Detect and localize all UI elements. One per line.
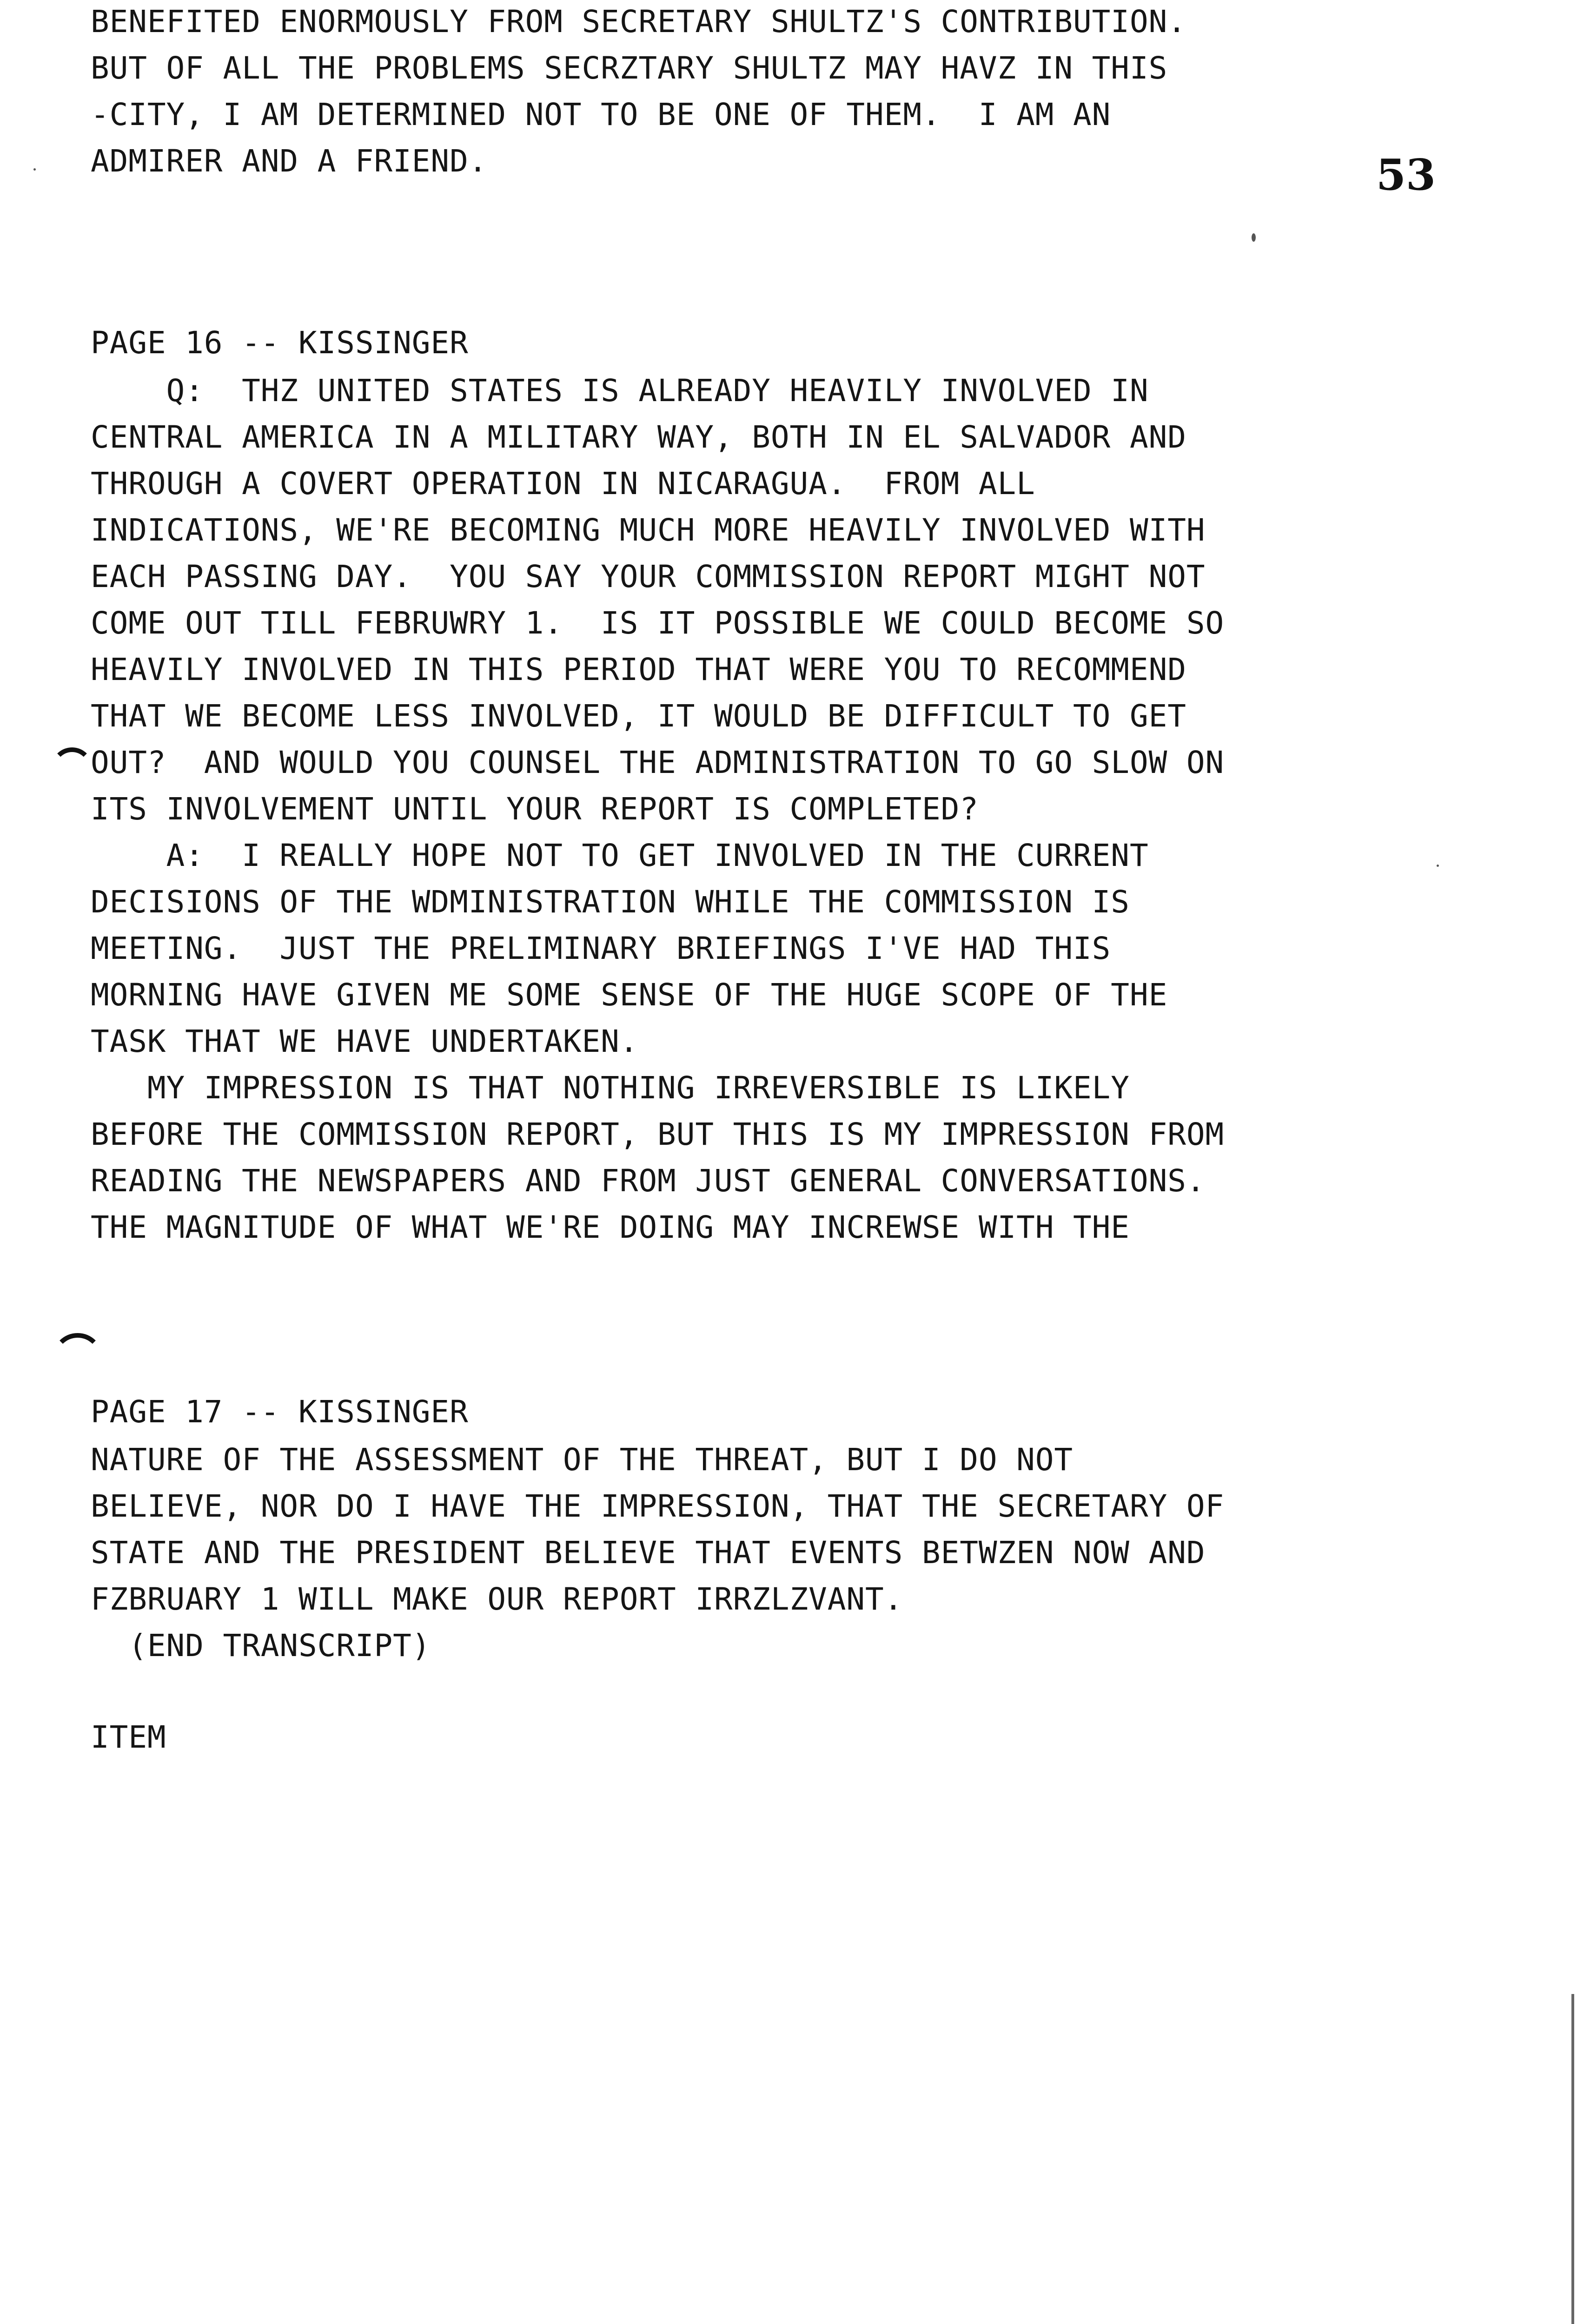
- text-line: TASK THAT WE HAVE UNDERTAKEN.: [91, 1023, 639, 1059]
- scan-speck: [33, 168, 36, 171]
- text-line: OUT? AND WOULD YOU COUNSEL THE ADMINISTRATION TO GO SLOW ON: [91, 745, 1225, 780]
- text-line: NATURE OF THE ASSESSMENT OF THE THREAT, BUT I DO NOT: [91, 1442, 1073, 1478]
- text-line: BEFORE THE COMMISSION REPORT, BUT THIS IS MY IMPRESSION FROM: [91, 1116, 1225, 1152]
- text-line: INDICATIONS, WE'RE BECOMING MUCH MORE HEAVILY INVOLVED WITH: [91, 512, 1206, 548]
- text-line: BELIEVE, NOR DO I HAVE THE IMPRESSION, THAT THE SECRETARY OF: [91, 1488, 1225, 1524]
- text-line: THE MAGNITUDE OF WHAT WE'RE DOING MAY INCREWSE WITH THE: [91, 1209, 1130, 1245]
- text-line: COME OUT TILL FEBRUWRY 1. IS IT POSSIBLE WE COULD BECOME SO: [91, 605, 1225, 641]
- text-line: ADMIRER AND A FRIEND.: [91, 143, 488, 179]
- text-line: MY IMPRESSION IS THAT NOTHING IRREVERSIBLE IS LIKELY: [91, 1070, 1130, 1106]
- text-line: CENTRAL AMERICA IN A MILITARY WAY, BOTH IN EL SALVADOR AND: [91, 419, 1186, 455]
- text-line: FZBRUARY 1 WILL MAKE OUR REPORT IRRZLZVANT.: [91, 1581, 903, 1617]
- text-line: READING THE NEWSPAPERS AND FROM JUST GENERAL CONVERSATIONS.: [91, 1163, 1206, 1199]
- page-number: 53: [1376, 150, 1436, 200]
- text-line: (END TRANSCRIPT): [91, 1628, 431, 1664]
- section-header: PAGE 17 -- KISSINGER: [91, 1394, 469, 1430]
- item-label: ITEM: [91, 1719, 166, 1755]
- hole-punch-mark: [52, 1333, 103, 1366]
- text-line: HEAVILY INVOLVED IN THIS PERIOD THAT WERE YOU TO RECOMMEND: [91, 652, 1186, 687]
- scan-speck: [1252, 233, 1256, 242]
- page-right-edge: [1571, 1994, 1574, 2324]
- text-line: ITS INVOLVEMENT UNTIL YOUR REPORT IS COMPLETED?: [91, 791, 979, 827]
- text-line: A: I REALLY HOPE NOT TO GET INVOLVED IN THE CURRENT: [91, 838, 1149, 873]
- section-header: PAGE 16 -- KISSINGER: [91, 325, 469, 361]
- text-line: EACH PASSING DAY. YOU SAY YOUR COMMISSION REPORT MIGHT NOT: [91, 559, 1206, 594]
- text-line: MEETING. JUST THE PRELIMINARY BRIEFINGS I'VE HAD THIS: [91, 931, 1111, 966]
- text-line: THROUGH A COVERT OPERATION IN NICARAGUA. FROM ALL: [91, 466, 1035, 502]
- text-line: MORNING HAVE GIVEN ME SOME SENSE OF THE HUGE SCOPE OF THE: [91, 977, 1168, 1013]
- text-line: -CITY, I AM DETERMINED NOT TO BE ONE OF THEM. I AM AN: [91, 97, 1111, 132]
- hole-punch-mark: [51, 747, 93, 775]
- text-line: BENEFITED ENORMOUSLY FROM SECRETARY SHULTZ'S CONTRIBUTION.: [91, 4, 1186, 40]
- text-line: Q: THZ UNITED STATES IS ALREADY HEAVILY INVOLVED IN: [91, 373, 1149, 409]
- text-line: DECISIONS OF THE WDMINISTRATION WHILE THE COMMISSION IS: [91, 884, 1130, 920]
- text-line: STATE AND THE PRESIDENT BELIEVE THAT EVENTS BETWZEN NOW AND: [91, 1535, 1206, 1571]
- text-line: THAT WE BECOME LESS INVOLVED, IT WOULD BE DIFFICULT TO GET: [91, 698, 1186, 734]
- text-line: BUT OF ALL THE PROBLEMS SECRZTARY SHULTZ MAY HAVZ IN THIS: [91, 50, 1168, 86]
- scan-speck: [1437, 865, 1439, 867]
